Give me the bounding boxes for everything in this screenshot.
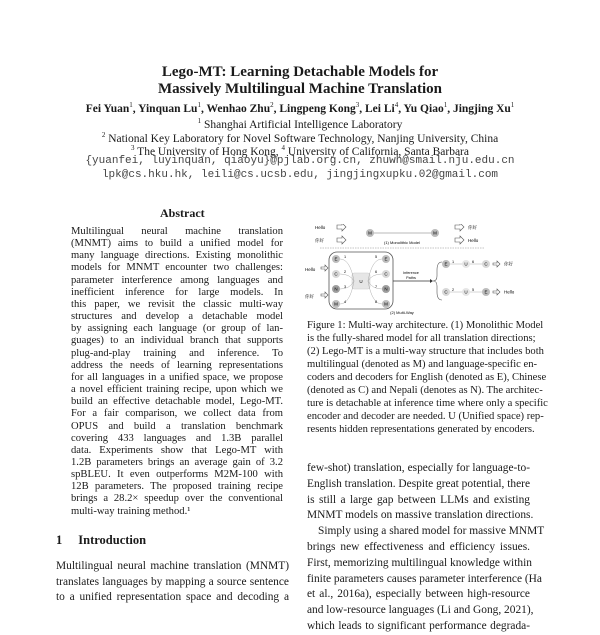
text-line: OPUS and build a translation benchmark <box>71 420 283 432</box>
aff-num: 1 <box>197 117 202 125</box>
arrow-icon <box>337 236 346 244</box>
text-line: inefficient inference for large models. In <box>71 286 283 298</box>
figure-1 <box>305 224 540 316</box>
path-number: 6 <box>375 270 378 274</box>
author-list: Fei Yuan$^1$, Yinquan Lu$^1$, Wenhao Zhu$^2$, Lingpeng Kong$^3$, Lei Li$^4$, Yu Qiao$^1$, Jingjing Xu$^1$ <box>85 101 515 115</box>
text-line: (denoted as C) and Nepali (denotes as N). The architec- <box>307 385 543 396</box>
text-line: a novel efficient training recipe, upon which we <box>71 384 283 396</box>
text-line: spBLEU. It even outperforms M2M-100 with <box>71 469 283 481</box>
text-line: plug-and-play training and inference. To <box>71 347 283 359</box>
nihao-label: 你好 <box>468 225 477 230</box>
text-line: parameter interference among languages and <box>71 274 283 286</box>
node-label: E <box>384 256 388 262</box>
path-number: 5 <box>472 288 475 292</box>
figure-caption <box>307 319 548 436</box>
aff-num: 3 <box>131 144 135 152</box>
text-line: brings new effectiveness and efficiency issues. <box>307 540 530 553</box>
text-line: et al., 2016a), especially between high-resource <box>307 588 530 601</box>
nihao-label: 你好 <box>504 261 513 267</box>
emails <box>0 155 600 182</box>
text-line: Multilingual neural machine translation <box>71 226 283 237</box>
text-line: by assigning each language (or group of lan- <box>71 323 283 335</box>
text-line: for all languages in a unified space, we propose <box>71 371 283 383</box>
text-line: to a unified representation space and decoding a <box>56 591 289 604</box>
hello-label: Hello <box>315 225 326 230</box>
text-line: this paper, we revisit the classic multi-way <box>71 298 283 310</box>
text-line: multi-way training method.¹ <box>71 505 191 517</box>
title-line: Massively Multilingual Machine Translation <box>157 81 443 97</box>
path-number: 1 <box>344 255 347 259</box>
text-line: Multilingual neural machine translation (MNMT) <box>56 560 289 572</box>
author-name: Fei Yuan <box>85 102 130 115</box>
path-number: 8 <box>375 300 378 304</box>
text-line: few-shot) translation, especially for language-to- <box>307 462 530 474</box>
text-line: resents hidden representations generated by encoders. <box>307 424 535 435</box>
node-label: C <box>444 289 448 295</box>
text-line: is still a large gap between LLMs and existing <box>307 493 530 506</box>
text-line: guages) to an individual branch that supports <box>71 335 283 347</box>
text-line: which leads to significant performance degrada- <box>307 619 530 632</box>
author-affiliation-mark: 2 <box>270 101 274 109</box>
section-number: 1 <box>56 533 63 547</box>
node-label: E <box>334 256 338 262</box>
inference-label: Paths <box>406 276 416 280</box>
abstract-body <box>71 226 283 518</box>
node-label: E <box>444 261 448 267</box>
text-line: Simply using a shared model for massive MNMT <box>318 525 545 538</box>
text-line: 1.2B parameters brings an average gain of 3.2 <box>71 456 283 468</box>
author-affiliation-mark: 1 <box>197 101 201 109</box>
intro-body <box>56 559 289 606</box>
monolithic-label: (1) Monolithic Model <box>383 240 421 245</box>
text-line: MNMT models on massive translation directions. <box>307 509 534 522</box>
node-label: C <box>484 261 488 267</box>
author-name: Lei Li <box>364 102 395 115</box>
author-name: Wenhao Zhu <box>206 102 271 115</box>
node-label: N <box>384 286 388 292</box>
path-number: 4 <box>344 300 347 304</box>
node-label: M <box>433 230 437 236</box>
author-affiliation-mark: 4 <box>394 101 399 109</box>
text-line: models for MNMT encounter two challenges: <box>71 262 283 274</box>
right-column-body <box>307 461 545 635</box>
paragraph <box>307 524 545 635</box>
abstract-heading: Abstract <box>160 206 205 220</box>
text-line: many language directions. Existing monolithic <box>71 250 283 262</box>
text-line: ture is detachable at inference time where only a specific <box>307 398 548 409</box>
hello-label: Hello <box>504 289 515 295</box>
aff-text: Shanghai Artificial Intelligence Laboratory <box>204 118 403 131</box>
text-line: (MNMT) aims to build a unified model for <box>71 238 283 250</box>
path-number: 2 <box>344 270 347 274</box>
aff-num: 2 <box>101 131 106 139</box>
path-number: 3 <box>344 285 347 289</box>
node-label: M <box>368 230 372 236</box>
multiway-label: (2) Multi-Way <box>390 310 414 315</box>
text-line: and low-resource languages (Li and Gong, 2021), <box>307 604 534 617</box>
text-line: (2) Lego-MT is a multi-way structure that includes both <box>307 346 544 357</box>
text-line: English translation. Despite great potential, there <box>307 477 531 490</box>
node-u: U <box>359 279 363 284</box>
text-line: structures and develop a detachable model <box>71 311 283 323</box>
node-label: M <box>384 301 388 307</box>
section-title: Introduction <box>78 533 147 547</box>
aff-text: The University of Hong Kong, <box>137 145 279 158</box>
email-line: {yuanfei, luyinquan, qiaoyu}@pjlab.org.cn, zhuwh@smail.nju.edu.cn <box>85 155 515 167</box>
arrow-icon <box>455 236 464 244</box>
text-line: coders and decoders for English (denoted as E), Chinese <box>307 372 547 383</box>
aff-num: 4 <box>281 144 286 152</box>
arrow-icon <box>455 224 464 231</box>
nihao-label: 你好 <box>305 294 314 299</box>
arrow-icon <box>493 261 500 267</box>
author-name: Yu Qiao <box>403 102 444 115</box>
inference-label: Inference <box>403 271 419 275</box>
aff-text: University of California, Santa Barbara <box>287 145 469 158</box>
section-heading <box>56 533 162 548</box>
author-affiliation-mark: 1 <box>129 101 133 109</box>
node-label: U <box>464 261 468 267</box>
title-line: Lego-MT: Learning Detachable Models for <box>161 64 439 80</box>
node-label: C <box>334 271 338 277</box>
path-number: 2 <box>452 288 455 292</box>
aff-text: National Key Laboratory for Novel Software Technology, Nanjing University, China <box>108 132 499 145</box>
text-line: build an effective detachable model, Lego-MT. <box>71 396 283 408</box>
text-line: translates languages by mapping a source sentence <box>56 575 289 588</box>
author-affiliation-mark: 3 <box>355 101 360 109</box>
paper-title <box>0 64 600 98</box>
text-line: is the fully-shared model for all translation directions; <box>307 333 536 344</box>
text-line: For a fair comparison, we collect data from <box>71 408 283 420</box>
node-label: E <box>484 289 488 295</box>
text-line: brings a 28.2× speedup over the conventional <box>71 493 283 505</box>
node-label: M <box>334 301 338 307</box>
text-line: encoder and decoder are needed. U (Unified space) rep- <box>307 411 544 422</box>
text-line: data. Experiments show that Lego-MT with <box>71 444 283 456</box>
author-name: Lingpeng Kong <box>279 102 356 115</box>
node-label: C <box>384 271 388 277</box>
path-number: 5 <box>375 255 378 259</box>
text-line: multilingual (denoted as M) and language-specific en- <box>307 359 538 370</box>
text-line: 12B parameters. The proposed training recipe <box>71 481 283 493</box>
paragraph <box>307 461 534 524</box>
text-line: First, memorizing multilingual knowledge within <box>307 556 532 569</box>
path-number: 1 <box>452 260 455 264</box>
node-label: U <box>464 289 468 295</box>
path-number: 6 <box>472 260 475 264</box>
hello-label: Hello <box>468 238 479 243</box>
arrow-icon <box>493 289 500 295</box>
nihao-label: 你好 <box>315 238 324 243</box>
text-line: finite parameters causes parameter interference (Ha <box>307 572 542 585</box>
node-label: N <box>334 286 338 292</box>
text-line: covering 433 languages and 1.3B parallel <box>71 432 283 444</box>
email-line: lpk@cs.hku.hk, leili@cs.ucsb.edu, jingjingxupku.02@gmail.com <box>101 168 499 181</box>
author-name: Yinquan Lu <box>138 102 198 115</box>
text-line: address the needs of learning representations <box>71 359 283 371</box>
hello-label: Hello <box>305 267 316 272</box>
path-number: 7 <box>375 285 378 289</box>
author-name: Jingjing Xu <box>452 102 511 115</box>
arrow-icon <box>337 224 346 231</box>
text-line: Figure 1: Multi-way architecture. (1) Monolithic Model <box>307 320 544 331</box>
author-affiliation-mark: 1 <box>510 101 515 109</box>
author-affiliation-mark: 1 <box>443 101 448 109</box>
